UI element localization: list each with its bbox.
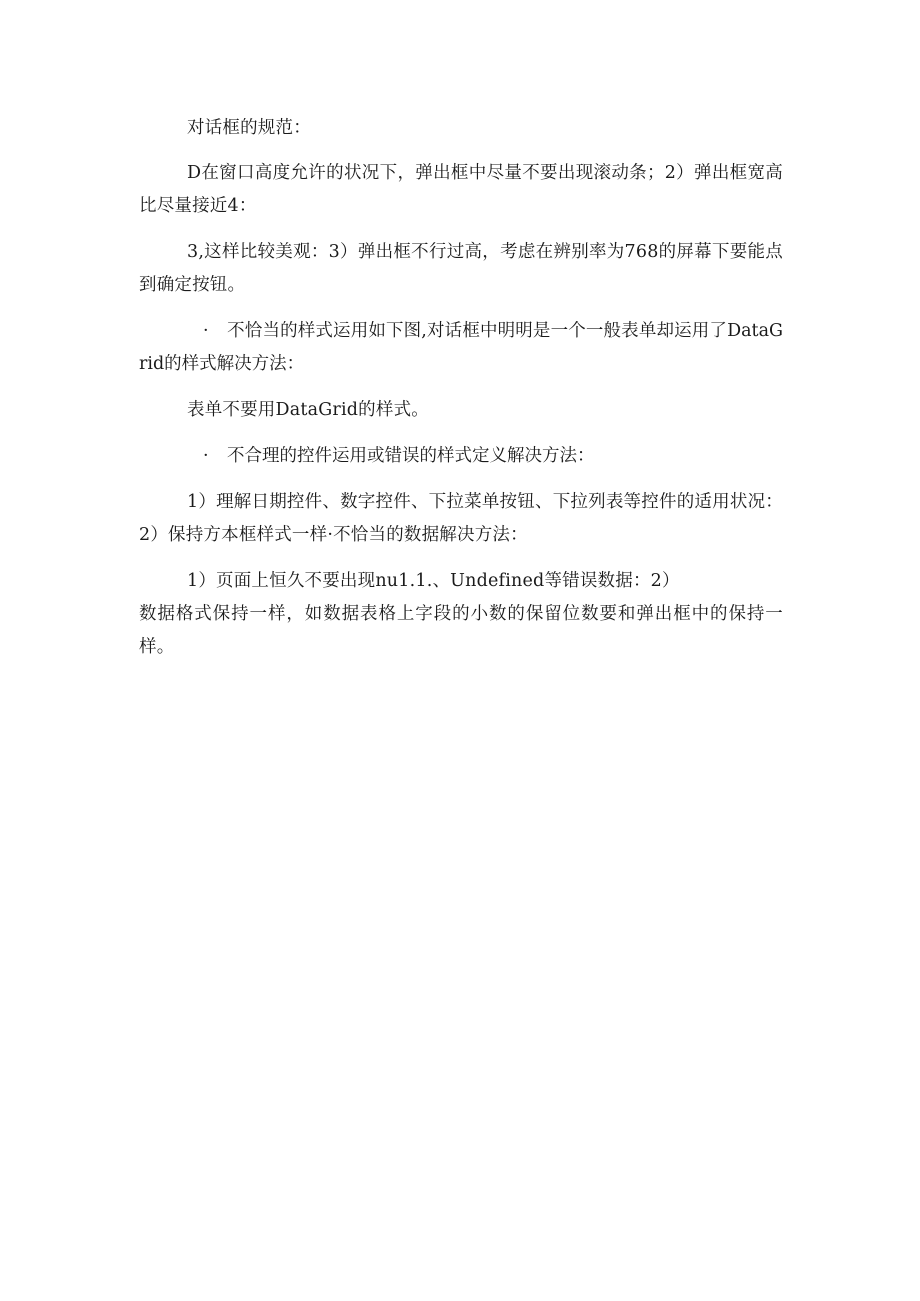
paragraph-dialog-scroll: D在窗口高度允许的状况下，弹出框中尽量不要出现滚动条；2）弹出框宽高比尽量接近4： — [139, 163, 783, 216]
bullet-text-controls: 不合理的控件运用或错误的样式定义解决方法： — [227, 446, 595, 466]
paragraph-data-format: 数据格式保持一样，如数据表格上字段的小数的保留位数要和弹出框中的保持一样。 — [139, 604, 783, 657]
bullet-item-datagrid — [139, 315, 783, 381]
paragraph-dialog-height: 3,这样比较美观：3）弹出框不行过高，考虑在辨别率为768的屏幕下要能点到确定按钮。 — [139, 242, 783, 295]
bullet-text-datagrid: 不恰当的样式运用如下图,对话框中明明是一个一般表单却运用了DataGrid的样式解决方法： — [139, 321, 783, 374]
section-heading: 对话框的规范： — [187, 118, 311, 138]
bullet-dot-icon: · — [203, 321, 209, 341]
document-body — [139, 112, 783, 664]
paragraph-form-style: 表单不要用DataGrid的样式。 — [187, 400, 429, 420]
paragraph-controls-usage: 1）理解日期控件、数字控件、下拉菜单按钮、下拉列表等控件的适用状况：2）保持方本框样式一样·不恰当的数据解决方法： — [139, 492, 783, 545]
paragraph-data-errors-line1: 1）页面上恒久不要出现nu1.1.、Undefined等错误数据：2） — [187, 571, 680, 591]
bullet-item-controls — [139, 440, 783, 473]
bullet-dot-icon: · — [203, 446, 209, 466]
